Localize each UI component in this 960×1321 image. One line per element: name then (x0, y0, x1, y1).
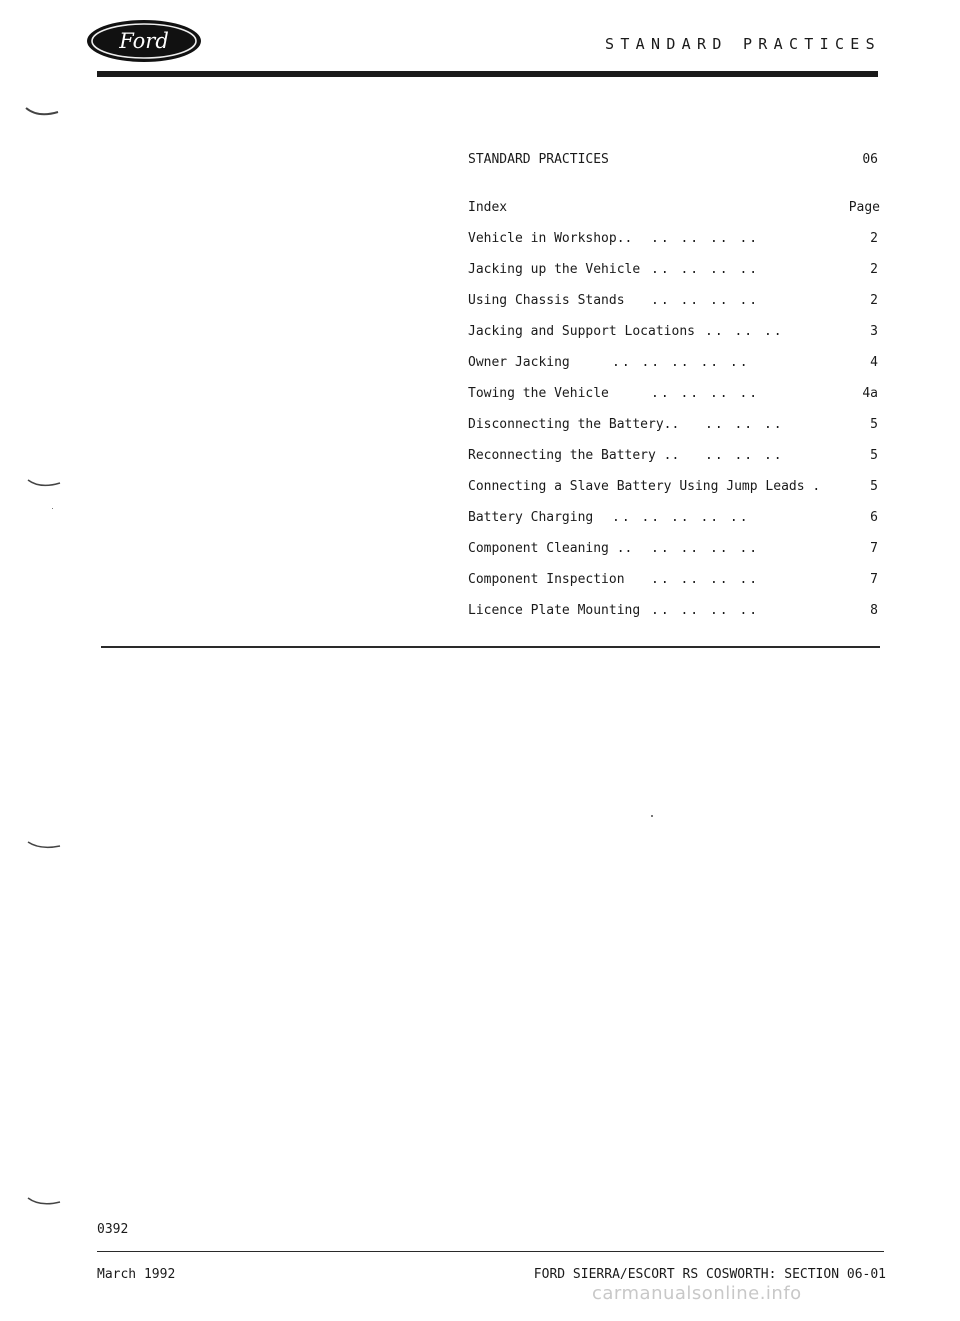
leader-dots: .. .. .. .. (651, 293, 760, 308)
leader-dots: .. .. .. .. (651, 572, 760, 587)
list-item (468, 386, 880, 417)
margin-mark (22, 840, 62, 852)
entry-title: Towing the Vehicle (468, 386, 609, 401)
leader-dots: .. .. .. .. (651, 231, 760, 246)
list-item (468, 262, 880, 293)
document-code: 0392 (97, 1222, 129, 1237)
footer-rule (97, 1251, 884, 1252)
header-rule (97, 71, 878, 77)
entry-title: Disconnecting the Battery.. (468, 417, 680, 432)
entry-title: Using Chassis Stands (468, 293, 625, 308)
margin-mark (22, 478, 62, 490)
list-item (468, 572, 880, 603)
margin-mark (22, 1196, 62, 1208)
contents-list (468, 231, 880, 634)
entry-title: Licence Plate Mounting (468, 603, 641, 618)
entry-page: 5 (870, 417, 878, 432)
entry-page: 8 (870, 603, 878, 618)
entry-title: Jacking up the Vehicle (468, 262, 641, 277)
leader-dots: .. .. .. (705, 324, 784, 339)
watermark: carmanualsonline.info (592, 1283, 802, 1304)
leader-dots: .. .. .. .. (651, 603, 760, 618)
index-label: Index (468, 200, 508, 215)
entry-title: Jacking and Support Locations (468, 324, 695, 339)
leader-dots: .. .. .. .. .. (612, 510, 750, 525)
leader-dots: .. .. .. .. .. (612, 355, 750, 370)
entry-title: Component Inspection (468, 572, 625, 587)
entry-page: 7 (870, 541, 878, 556)
entry-title: Connecting a Slave Battery Using Jump Leads . (468, 479, 821, 494)
entry-page: 6 (870, 510, 878, 525)
leader-dots: .. .. .. .. (651, 386, 760, 401)
leader-dots: .. .. .. (705, 448, 784, 463)
entry-title: Component Cleaning .. (468, 541, 633, 556)
list-item (468, 417, 880, 448)
entry-page: 4a (862, 386, 878, 401)
entry-page: 4 (870, 355, 878, 370)
entry-title: Battery Charging (468, 510, 594, 525)
section-heading (468, 152, 880, 167)
page-column-heading: Page (848, 200, 880, 215)
leader-dots: .. .. .. (705, 417, 784, 432)
list-item (468, 510, 880, 541)
list-item (468, 541, 880, 572)
logo-text: Ford (119, 29, 169, 53)
margin-mark (22, 106, 62, 118)
entry-page: 2 (870, 231, 878, 246)
entry-page: 2 (870, 262, 878, 277)
entry-page: 5 (870, 479, 878, 494)
list-item (468, 293, 880, 324)
entry-title: Reconnecting the Battery .. (468, 448, 680, 463)
ford-oval-icon (85, 18, 203, 64)
list-item (468, 324, 880, 355)
list-item (468, 231, 880, 262)
entry-title: Owner Jacking (468, 355, 570, 370)
entry-page: 7 (870, 572, 878, 587)
entry-page: 3 (870, 324, 878, 339)
index-header (468, 200, 880, 215)
section-reference: FORD SIERRA/ESCORT RS COSWORTH: SECTION 06-01 (533, 1267, 886, 1282)
ford-logo (85, 18, 203, 64)
list-item (468, 479, 880, 510)
section-number: 06 (862, 152, 878, 167)
entry-page: 2 (870, 293, 878, 308)
header-title: STANDARD PRACTICES (605, 35, 881, 53)
scan-speck (52, 508, 53, 509)
section-divider (101, 646, 880, 648)
scan-speck (651, 815, 653, 817)
entry-title: Vehicle in Workshop.. (468, 231, 633, 246)
leader-dots: .. .. .. .. (651, 262, 760, 277)
entry-page: 5 (870, 448, 878, 463)
issue-date: March 1992 (97, 1267, 176, 1282)
list-item (468, 603, 880, 634)
list-item (468, 355, 880, 386)
section-title: STANDARD PRACTICES (468, 152, 609, 167)
leader-dots: .. .. .. .. (651, 541, 760, 556)
list-item (468, 448, 880, 479)
